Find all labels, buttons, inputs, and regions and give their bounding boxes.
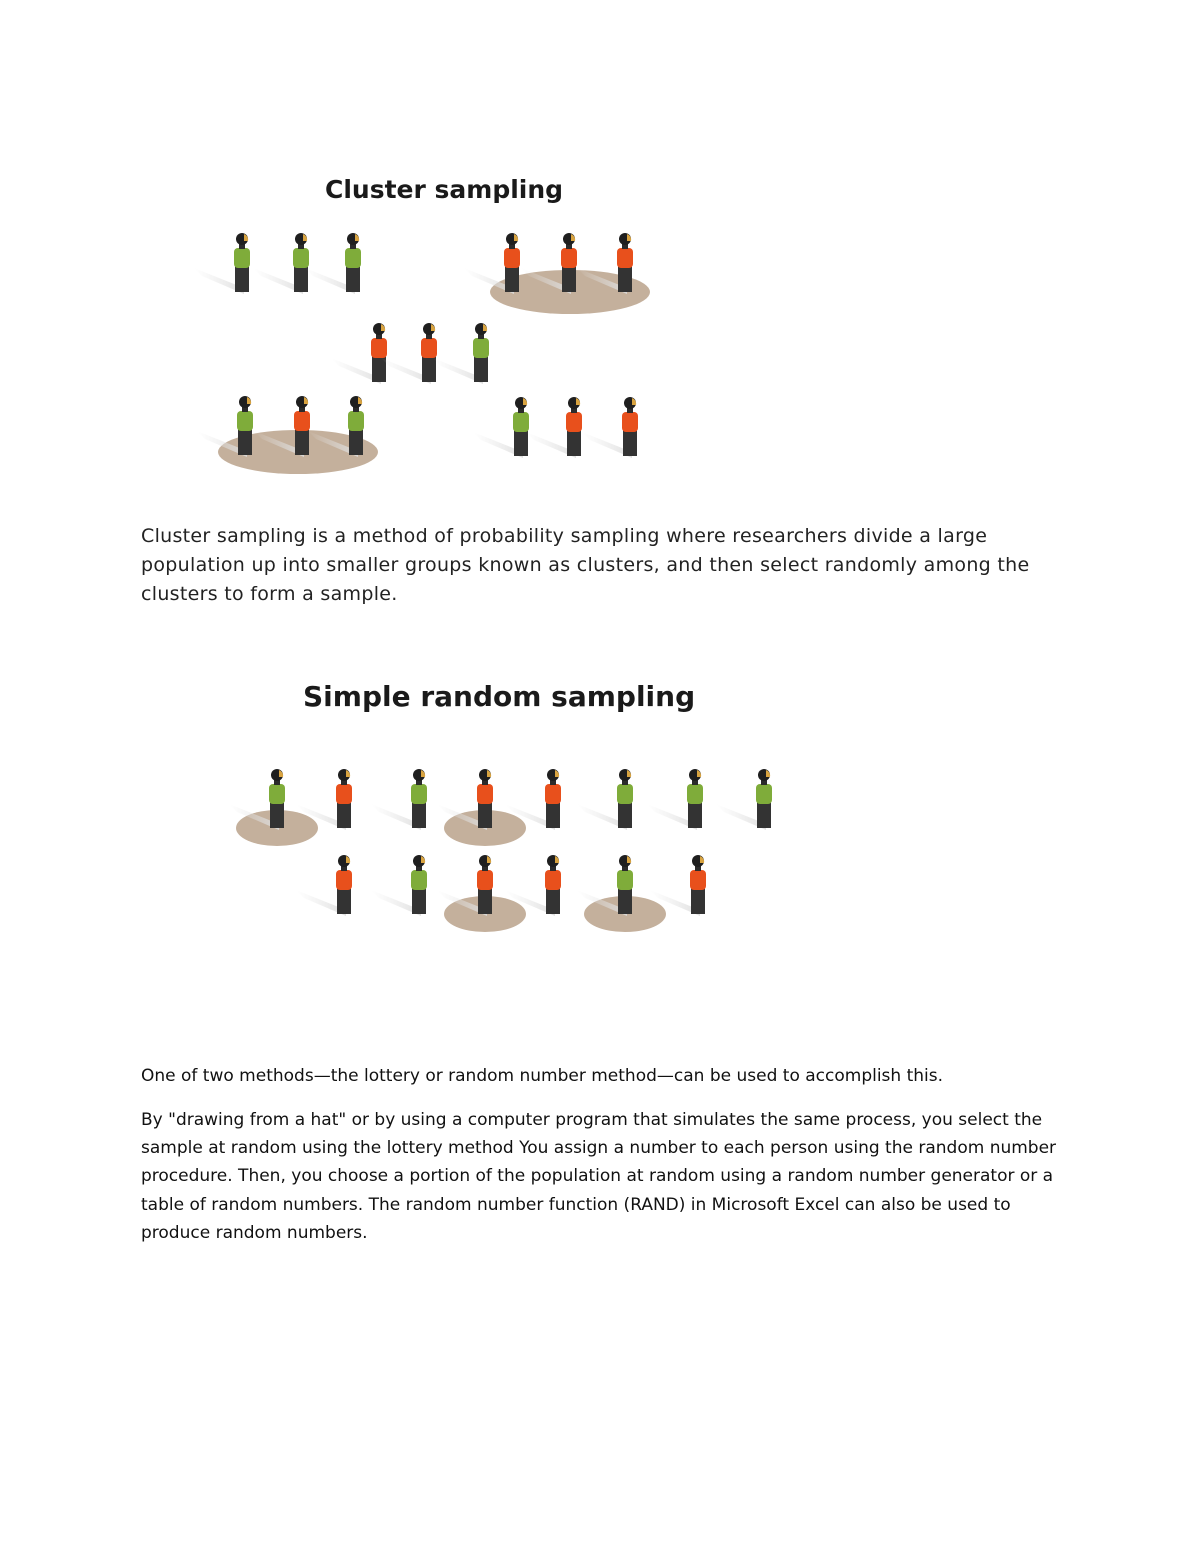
simple-random-sampling-title: Simple random sampling	[303, 680, 696, 713]
person-icon	[647, 769, 703, 830]
cluster-sampling-description: Cluster sampling is a method of probability sampling where researchers divide a large population up into smaller groups known as clusters, and then select randomly among the clusters to form a sample.	[141, 525, 1030, 605]
person-icon	[526, 397, 582, 458]
person-icon	[331, 323, 387, 384]
person-icon	[253, 233, 309, 294]
person-icon	[305, 233, 361, 294]
methods-intro-paragraph: One of two methods—the lottery or random number method—can be used to accomplish this.	[141, 1066, 944, 1086]
person-icon	[473, 397, 529, 458]
person-icon	[716, 769, 772, 830]
cluster-sampling-title: Cluster sampling	[325, 175, 564, 204]
person-icon	[577, 769, 633, 830]
cluster-sampling-figure	[0, 0, 720, 500]
person-icon	[433, 323, 489, 384]
cluster-sampling-illustration	[0, 0, 720, 500]
person-icon	[381, 323, 437, 384]
person-icon	[464, 233, 520, 294]
person-icon	[371, 855, 427, 916]
lottery-method-paragraph: By "drawing from a hat" or by using a computer program that simulates the same process, you select the sample at random using the lottery method You assign a number to each person using the random number procedure. Then, you choose a portion of the population at random using a random number generator or a table of random numbers. The random number function (RAND) in Microsoft Excel can also be used to produce random numbers.	[141, 1110, 1057, 1243]
person-icon	[371, 769, 427, 830]
person-icon	[194, 233, 250, 294]
person-icon	[296, 855, 352, 916]
person-icon	[582, 397, 638, 458]
